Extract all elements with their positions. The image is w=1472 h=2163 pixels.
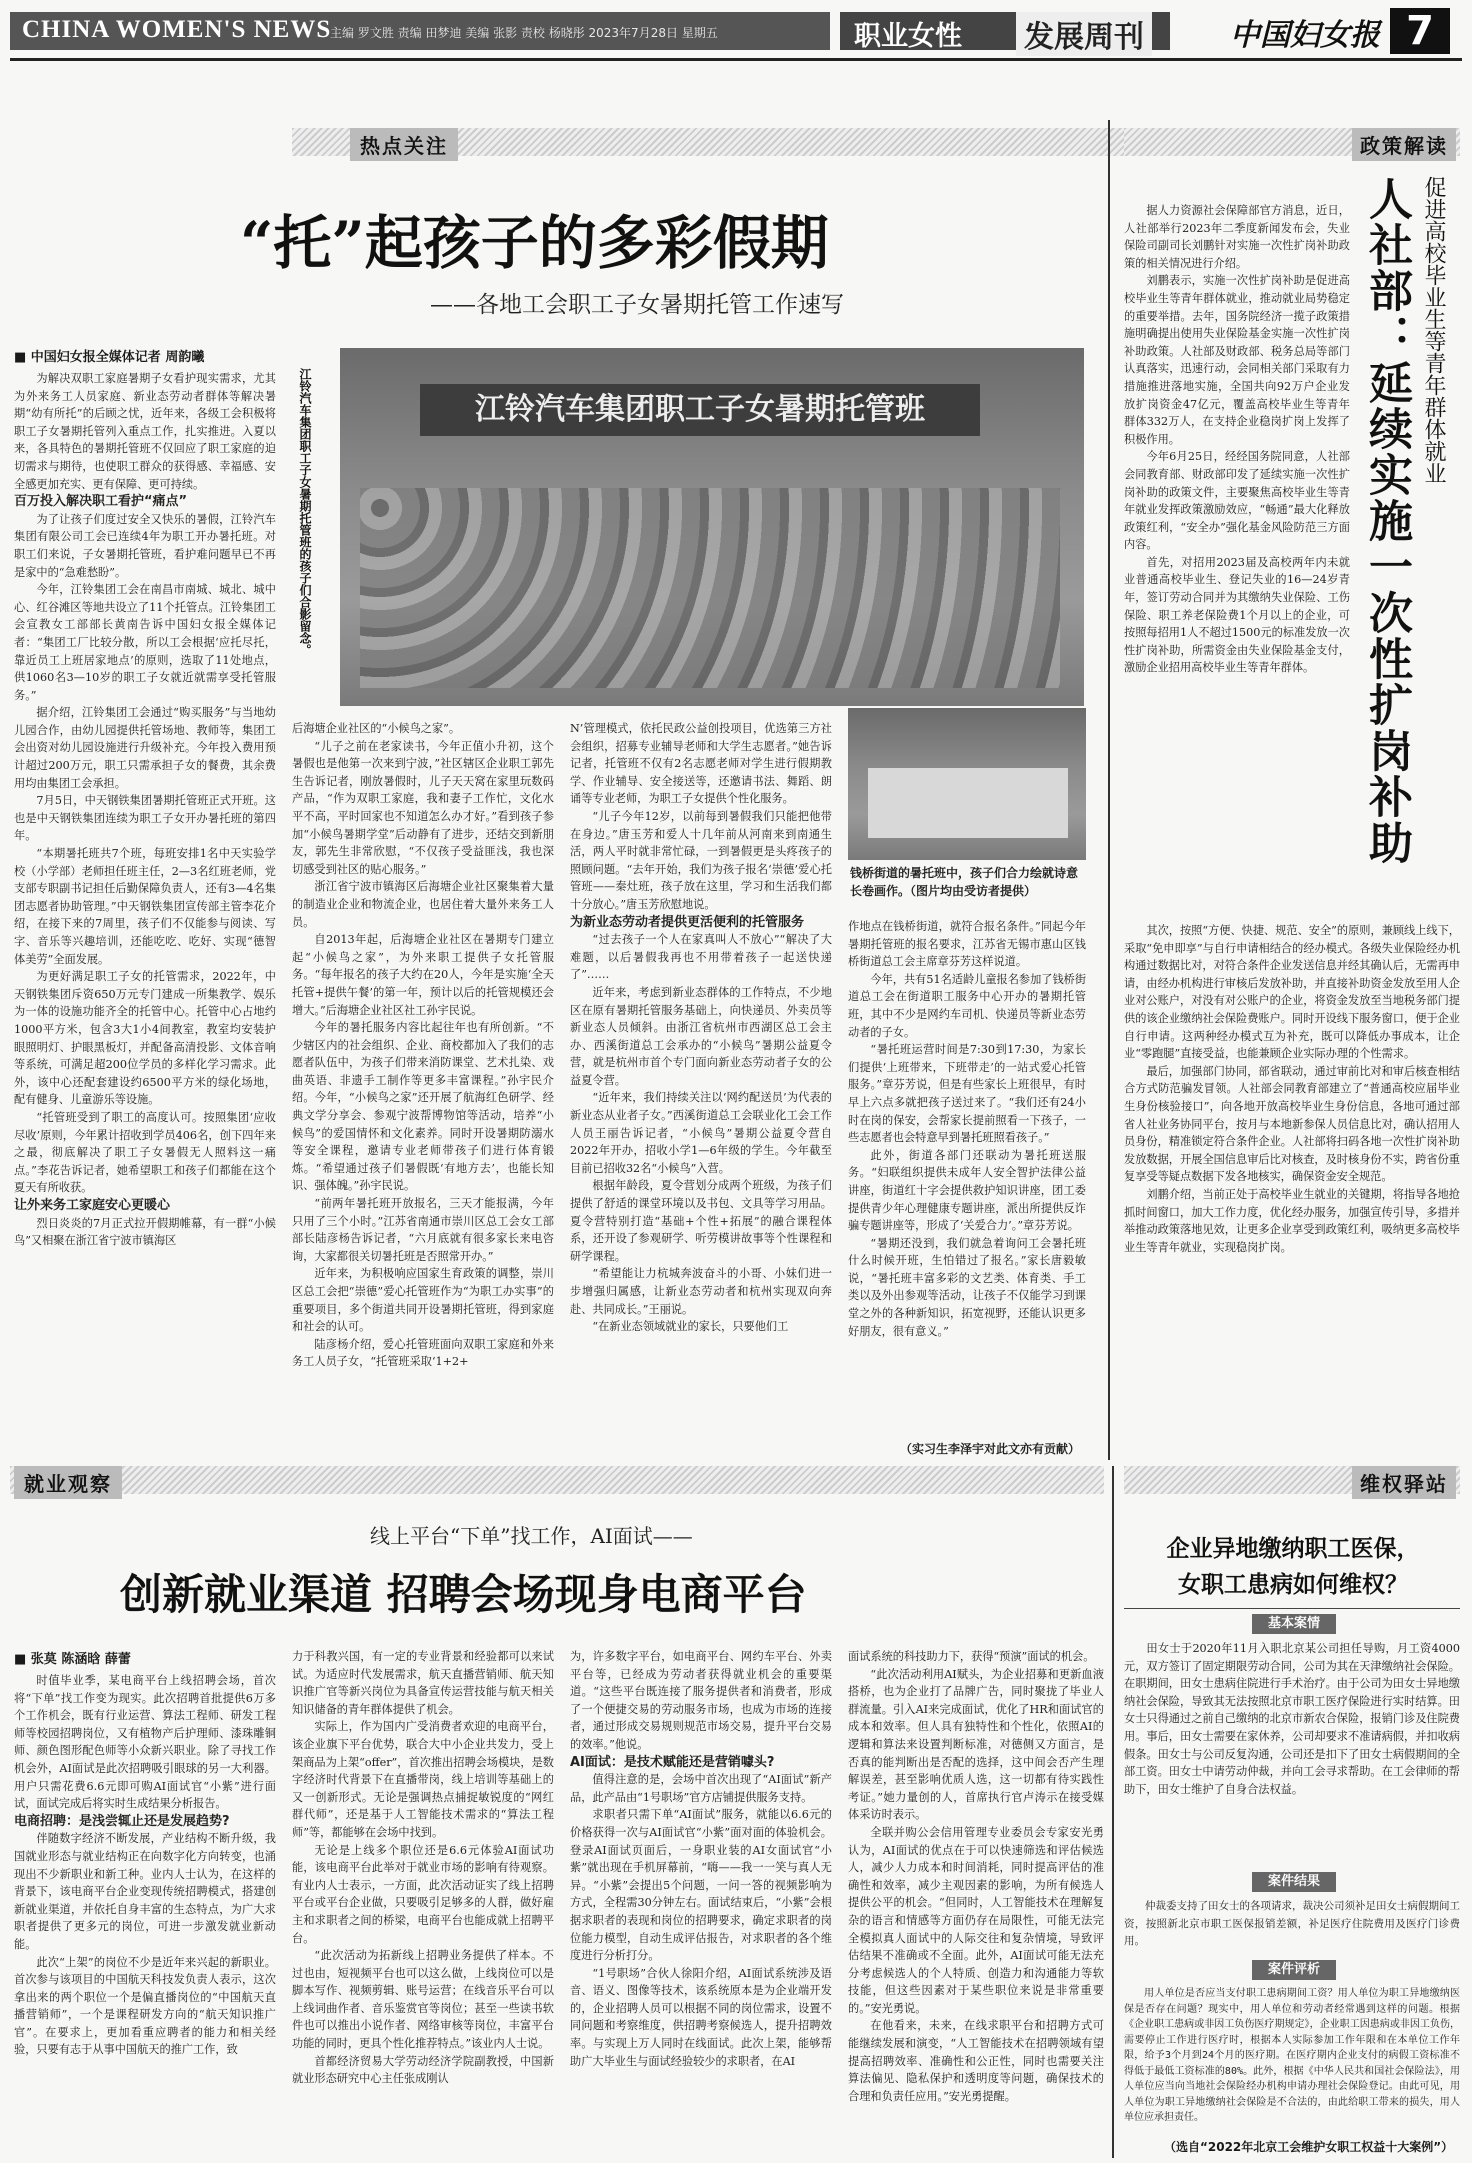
case-analysis-text xyxy=(1124,1986,1460,2132)
paragraph: 在他看来，未来，在线求职平台和招聘方式可能继续发展和演变，“人工智能技术在招聘领域有望提高招聘效率、准确性和公正性，同时也需要关注算法偏见、隐私保护和透明度等问题，确保技术的合理和负责任应用。”安光勇提醒。 xyxy=(848,2019,1104,2103)
masthead xyxy=(10,6,1462,61)
paragraph: 为解决双职工家庭暑期子女看护现实需求，尤其为外来务工人员家庭、新业态劳动者群体等解决暑期“幼有所托”的后顾之忧，近年来，各级工会积极将职工子女暑期托管列入重点工作，扎实推进。入夏以来，各具特色的暑期托管班不仅回应了职工家庭的迫切需求与期待，也使职工群众的获得感、幸福感、安全感更加充实、更有保障、更可持续。 xyxy=(14,372,276,491)
case-result-text xyxy=(1124,1898,1460,1954)
rights-title-line1: 企业异地缴纳职工医保， xyxy=(1166,1535,1420,1562)
employment-col1 xyxy=(14,1672,276,2158)
paragraph: 为了让孩子们度过安全又快乐的暑假，江铃汽车集团有限公司工会已连续4年为职工开办暑托班。对职工们来说，子女暑期托管班，看护难问题早已不再是家中的“急难愁盼”。 xyxy=(14,512,276,579)
group-photo xyxy=(340,348,1084,706)
paragraph: 据人力资源社会保障部官方消息，近日，人社部举行2023年二季度新闻发布会，失业保险司副司长刘鹏针对实施一次性扩岗补助政策的相关情况进行介绍。 xyxy=(1124,204,1350,270)
paragraph: 今年，江铃集团工会在南昌市南城、城北、城中心、红谷滩区等地共设立了11个托管点。江铃集团工会宣教女工部部长黄南告诉中国妇女报全媒体记者：“集团工厂比较分散，所以工会根据‘应托尽托，靠近员工上班居家地点’的原则，选取了11处地点，供1060名3—10岁的职工子女就近就需享受托管服务。” xyxy=(14,583,276,702)
paragraph: “此次活动利用AI赋头，为企业招募和更新血液搭桥，也为企业打了品牌广告，同时聚拢了毕业人群流量。引入AI来完成面试，优化了HR和面试官的成本和效率。但人具有独特性和个性化，依照AI的逻辑和算法来设置判断标准，对德侧又方面言，是否真的能判断出是否配的选择，这中间会否产生理解误差，甚至影响优质人选，这一切都有待实践性考证。”她力量创的人，首席执行官卢涛示在接受媒体采访时表示。 xyxy=(848,1667,1104,1822)
paragraph: 面试系统的科技助力下，获得“预演”面试的机会。 xyxy=(848,1650,1095,1663)
paragraph: 此次“上架”的岗位不少是近年来兴起的新职业。首次参与该项目的中国航天科技发负责人表示，这次拿出来的两个职位一个是偏直播岗位的“中国航天直播营销师”，一个是课程研发方向的“航天知识推广官”。在要求上，更加看重应聘者的能力和相关经验，只要有志于从事中国航天的推广工作，致 xyxy=(14,1955,276,2057)
column-divider xyxy=(1108,120,1110,1460)
paragraph: 近年来，为积极响应国家生育政策的调整，崇川区总工会把“崇德”爱心托管班作为“为职工办实事”的重要项目，多个街道共同开设暑期托管班，得到家庭和社会的认可。 xyxy=(292,1267,554,1334)
paragraph: 求职者只需下单“AI面试”服务，就能以6.6元的价格获得一次与AI面试官“小紫”面对面的体验机会。登录AI面试页面后，一身职业装的AI女面试官“小紫”就出现在手机屏幕前，“嗨——我一一笑与真人无异。“小紫”会提出5个问题，一问一答的视频影响为方式，全程需30分钟左右。面试结束后，“小紫”会根据求职者的表现和岗位的招聘要求，确定求职者的岗位能力模型，自动生成评估报告，对求职者的各个维度进行分析打分。 xyxy=(570,1808,832,1963)
employment-col2 xyxy=(292,1648,554,2158)
paragraph: 7月5日，中天钢铁集团暑期托管班正式开班。这也是中天钢铁集团连续为职工子女开办暑托班的第四年。 xyxy=(14,794,276,843)
painting-scroll xyxy=(868,768,1068,838)
paragraph: 烈日炎炎的7月正式拉开假期帷幕，有一群“小候鸟”又相聚在浙江省宁波市镇海区 xyxy=(14,1216,276,1248)
section-subhead: 百万投入解决职工看护“痛点” xyxy=(14,494,188,510)
paragraph: 其次，按照“方便、快捷、规范、安全”的原则，兼顾线上线下，采取“免申即享”与自行申请相结合的经办模式。各级失业保险经办机构通过数据比对，对符合条件企业发送信息并经其确认后，无需再申请，由经办机构进行审核后发放补助，并直接补助资金发放至用人企业对公账户，对没有对公账户的企业，将资金发放至当地税务部门提供的该企业缴纳社会保险费账户。同时开设线下服务窗口，便于企业自行申请。这两种经办模式互为补充，既可以降低办事成本，让企业“零跑腿”直接受益，也能兼顾企业实际办理的个性需求。 xyxy=(1124,924,1460,1061)
paragraph: “儿子今年12岁，以前每到暑假我们只能把他带在身边。”唐玉芳和爱人十几年前从河南来到南通生活，两人平时就非常忙碌，一到暑假更是头疼孩子的照顾问题。“去年开始，我们为孩子报名‘崇德’爱心托管班——秦灶班，孩子放在这里，学习和生活我们都十分放心。”唐玉芳欣慰地说。 xyxy=(570,809,832,911)
rights-rule xyxy=(1124,1608,1460,1609)
paragraph: 今年6月25日，经经国务院同意，人社部会同教育部、财政部印发了延续实施一次性扩岗补助的政策文件，主要聚焦高校毕业生等青年就业发挥政策激励效应，“畅通”最大化释放政策红利，“安全办”强化基金风险防范三方面内容。 xyxy=(1124,450,1350,552)
paragraph: 值得注意的是，会场中首次出现了“AI面试”新产品，此产品由“1号职场”官方店铺提供服务支持。 xyxy=(570,1773,832,1804)
hot-topic-col2 xyxy=(292,720,554,1460)
paragraph: 据介绍，江铃集团工会通过“购买服务”与当地幼儿园合作，由幼儿园提供托管场地、教师等，集团工会出资对幼儿园设施进行升级补充。今年投入费用预计超过200万元，职工只需承担子女的餐费，其余费用均由集团工会承担。 xyxy=(14,706,276,790)
paragraph: “近年来，我们持续关注以‘网约配送员’为代表的新业态从业者子女。”西溪街道总工会联业化工会工作人员王丽告诉记者，“小候鸟”暑期公益夏令营自2022年开办，招收小学1—6年级的学生。今年截至目前已招收32名“小候鸟”入营。 xyxy=(570,1091,832,1175)
column-divider-lower xyxy=(1112,1466,1114,2158)
case-facts-paragraph: 田女士于2020年11月入职北京某公司担任导购，月工资4000元，双方签订了固定期限劳动合同，公司为其在天津缴纳社会保险。在职期间，田女士患病住院进行手术治疗。由于公司为田女士异地缴纳社会保险，导致其无法按照北京市职工医疗保险进行实时结算。田女士只得通过之前自己缴纳的北京市新农合保险，报销门诊及住院费用。事后，田女士需要在家休养，公司却要求不准请病假，并扣收病假条。田女士与公司反复沟通，公司还是扣下了田女士病假期间的全部工资。田女士中请劳动仲裁，并向工会寻求帮助。在工会律师的帮助下，田女士维护了自身合法权益。 xyxy=(1124,1642,1460,1796)
policy-body-bottom xyxy=(1124,922,1460,1442)
employment-tag-bar xyxy=(10,1466,1104,1494)
paragraph: “1号职场”合伙人徐阳介绍，AI面试系统涉及语音、语义、图像等技术，该系统原本是为企业端开发的，企业招聘人员可以根据不同的岗位需求，设置不同问题和考察维度，供招聘考察候选人，提升招聘效率。与实现上万人同时在线面试。此次上架，能够帮助广大毕业生与面试经验较少的求职者，在AI xyxy=(570,1966,832,2068)
paragraph: 今年的暑托服务内容比起往年也有所创新。“不少辖区内的社会组织、企业、商校都加入了我们的志愿者队伍中，为孩子们带来消防课堂、艺术扎染、戏曲英语、非遗手工制作等更多丰富课程。”孙宇民介绍。今年，“小候鸟之家”还开展了航海红色研学、经典文学分享会、参观宁波帮博物馆等活动，培养“小候鸟”的爱国情怀和文化素养。同时开设暑期防溺水等安全课程，邀请专业老师带孩子们进行体育锻炼。“希望通过孩子们暑假既‘有地方去’，也能长知识、强体魄。”孙宇民说。 xyxy=(292,1021,554,1193)
employment-tag: 就业观察 xyxy=(14,1466,122,1499)
hot-topic-byline: ■ 中国妇女报全媒体记者 周韵曦 xyxy=(14,350,205,365)
paragraph: 全联并购公会信用管理专业委员会专家安光勇认为，AI面试的优点在于可以快速筛选和评估候选人，减少人力成本和时间消耗，同时提高评估的准确性和效率，减少主观因素的影响，为所有候选人提供公平的机会。“但同时，人工智能技术在理解复杂的语言和情感等方面仍存在局限性，可能无法完全模拟真人面试中的人际交往和复杂情境，导致评估结果不准确或不全面。此外，AI面试可能无法充分考虑候选人的个人特质、创造力和沟通能力等软技能，但这些因素对于某些职位来说是非常重要的。”安光勇说。 xyxy=(848,1825,1104,2015)
paragraph: “托管班受到了职工的高度认可。按照集团‘应收尽收’原则，今年累计招收到学员406名，创下四年来之最，彻底解决了职工子女暑假无人照料这一痛点。”李花告诉记者，她希望职工和孩子们都能在这个夏天有所收获。 xyxy=(14,1110,276,1195)
hot-topic-tag: 热点关注 xyxy=(350,128,458,161)
paragraph: 后海塘企业社区的“小候鸟之家”。 xyxy=(292,722,461,735)
section-subhead: AI面试：是技术赋能还是营销噱头? xyxy=(570,1754,775,1770)
paragraph: “暑托班运营时间是7:30到17:30，为家长们提供‘上班带来，下班带走’的一站式爱心托管服务。”章芬芳说，但是有些家长上班很早，有时早上六点多就把孩子送过来了。“我们还有24小时在岗的保安，会帮家长提前照看一下孩子，一些志愿者也会特意早到暑托班照看孩子。” xyxy=(848,1043,1086,1145)
staff-and-date: 主编 罗文胜 责编 田梦迪 美编 张影 责校 杨晓彤 2023年7月28日 星期五 xyxy=(330,26,718,40)
policy-kicker: 促进高校毕业生等青年群体就业 xyxy=(1421,176,1446,484)
weekly-name: 发展周刊 xyxy=(1016,12,1152,56)
employment-title: 创新就业渠道 招聘会场现身电商平台 xyxy=(120,1570,807,1619)
paragraph: 伴随数字经济不断发展，产业结构不断升级，我国就业形态与就业结构正在向数字化方向转变，也涌现出不少新职业和新工种。业内人士认为，在这样的背景下，该电商平台企业变现传统招聘模式，搭建创新就业渠道，并依托自身丰富的生态特点，为广大求职者提供了更多元的岗位，可进一步激发就业新动能。 xyxy=(14,1832,276,1951)
paragraph: “此次活动为拓新线上招聘业务提供了样本。不过也由，短视频平台也可以这么做，上线岗位可以是脚本写作、视频剪辑、账号运营；在线音乐平台可以上线词曲作者、音乐鉴赏官等岗位；甚至一些读书软件也可以推出小说作者、网络审核等岗位，丰富平台功能的同时，更具个性化推荐特点。”该业内人士说。 xyxy=(292,1949,554,2051)
employment-col4 xyxy=(848,1648,1104,2158)
paragraph: “前两年暑托班开放报名，三天才能报满，今年只用了三个小时。”江苏省南通市崇川区总工会女工部部长陆彦杨告诉记者，“六月底就有很多家长来电咨询，大家都很关切暑托班是否照常开办。” xyxy=(292,1197,554,1263)
paragraph: 力于科教兴国，有一定的专业背景和经验都可以来试试。为适应时代发展需求，航天直播营销师、航天知识推广官等新兴岗位为具备宣传运营技能与航天相关知识储备的青年群体提供了机会。 xyxy=(292,1650,554,1716)
hot-topic-subtitle: ——各地工会职工子女暑期托管工作速写 xyxy=(430,292,844,318)
employment-col3 xyxy=(570,1648,832,2158)
paragraph: 时值毕业季，某电商平台上线招聘会场，首次将“下单”找工作变为现实。此次招聘首批提供6万多个工作机会，既有行业运营、算法工程师、研发工程师等校园招聘岗位，又有植物产后护理师、漆珠雕铜师、颜色图形配色师等小众新兴职业。除了寻找工作机会外，AI面试是此次招聘吸引眼球的另一大利器。用户只需花费6.6元即可购AI面试官“小紫”进行面试，面试完成后将实时生成结果分析报告。 xyxy=(14,1674,276,1811)
case-analysis-paragraph: 用人单位是否应当支付职工患病期间工资？用人单位为职工异地缴纳医保是否存在问题？现实中，用人单位和劳动者经常遇到这样的问题。根据《企业职工患病或非因工负伤医疗期规定》，企业职工因患病或非因工负伤，需要停止工作进行医疗时，根据本人实际参加工作年限和在本单位工作年限，给予3个月到24个月的医疗期。在医疗期内企业支付的病假工资标准不得低于最低工资标准的80%。此外，根据《中华人民共和国社会保险法》，用人单位应当向当地社会保险经办机构申请办理社会保险登记。由此可见，用人单位为职工异地缴纳社会保险是不合法的，由此给职工带来的损失，用人单位应承担责任。 xyxy=(1124,1988,1460,2123)
paragraph: “本期暑托班共7个班，每班安排1名中天实验学校（小学部）老师担任班主任，2—3名红班老师，党支部专职副书记担任后勤保障负责人，还有3—4名集团志愿者协助管理。”中天钢铁集团宣传部主管李花介绍，在接下来的7周里，孩子们不仅能参与阅读、写字、音乐等兴趣培训，还能吃吃、吃好、实现“德智体美劳”全面发展。 xyxy=(14,847,276,966)
page-number: 7 xyxy=(1390,8,1450,54)
case-facts-head: 基本案情 xyxy=(1252,1614,1336,1634)
policy-body-top xyxy=(1124,202,1350,922)
paragraph: 无论是上线多个职位还是6.6元体验AI面试功能，该电商平台此举对于就业市场的影响有待观察。有业内人士表示，一方面，此次活动证实了线上招聘平台或平台企业做，只要吸引足够多的人群，做好雇主和求职者之间的桥梁，电商平台也能成就上招聘平台。 xyxy=(292,1843,554,1945)
paragraph: “过去孩子一个人在家真叫人不放心”“解决了大难题，以后暑假我再也不用带着孩子一起送快递了”…… xyxy=(570,933,832,982)
paragraph: 自2013年起，后海塘企业社区在暑期专门建立起“小候鸟之家”，为外来职工提供子女托管服务。“每年报名的孩子大约在20人，今年是实施‘全天托管+提供午餐’的第一年，预计以后的托管规模还会增大。”后海塘企业社区社工孙宇民说。 xyxy=(292,933,554,1017)
paragraph: 近年来，考虑到新业态群体的工作特点，不少地区在原有暑期托管服务基础上，向快递员、外卖员等新业态人员倾斜。由浙江省杭州市西湖区总工会主办、西溪街道总工会承办的“小候鸟”暑期公益夏令营，就是杭州市首个专门面向新业态劳动者子女的公益夏令营。 xyxy=(570,985,832,1087)
paragraph: 首先，对招用2023届及高校两年内未就业普通高校毕业生、登记失业的16—24岁青年，签订劳动合同并为其缴纳失业保险、工伤保险、职工养老保险费1个月以上的企业，可按照每招用1人不超过1500元的标准发放一次性扩岗补助，所需资金由失业保险基金支付，激励企业招用高校毕业生等青年群体。 xyxy=(1124,555,1350,675)
hot-topic-col4 xyxy=(848,918,1086,1440)
paragraph: “希望能让力杭城奔波奋斗的小哥、小妹们进一步增强归属感，让新业态劳动者和杭州实现双向奔赴、共同成长。”王丽说。 xyxy=(570,1267,832,1316)
paragraph: 陆彦杨介绍，爱心托管班面向双职工家庭和外来务工人员子女，“托管班采取‘1+2+ xyxy=(292,1337,554,1369)
case-facts-text xyxy=(1124,1640,1460,1870)
section-name: 职业女性 xyxy=(854,21,962,52)
case-result-head: 案件结果 xyxy=(1252,1872,1336,1892)
section-subhead: 让外来务工家庭安心更暖心 xyxy=(14,1197,171,1213)
section-banner xyxy=(840,12,1170,55)
paragraph: 刘鹏表示，实施一次性扩岗补助是促进高校毕业生等青年群体就业，推动就业局势稳定的重要举措。去年，国务院经济一揽子政策措施明确提出使用失业保险基金实施一次性扩岗补助政策。人社部及财政部、税务总局等部门认真落实，迅速行动，会同相关部门采取有力措施推进落地实施，全国共向92万户企业发放扩岗资金47亿元，覆盖高校毕业生等青年群体332万人，在支持企业稳岗扩岗上发挥了积极作用。 xyxy=(1124,274,1350,446)
hot-topic-title: “托”起孩子的多彩假期 xyxy=(240,209,829,277)
paragraph: 首都经济贸易大学劳动经济学院副教授，中国新就业形态研究中心主任张成刚认 xyxy=(292,2054,554,2086)
paragraph: 浙江省宁波市镇海区后海塘企业社区聚集着大量的制造业企业和物流企业，也居住着大量外来务工人员。 xyxy=(292,880,554,929)
photo2-caption: 钱桥街道的暑托班中，孩子们合力绘就诗意长卷画作。（图片均由受访者提供） xyxy=(850,866,1079,898)
rights-tag: 维权驿站 xyxy=(1352,1466,1456,1499)
paragraph: 刘鹏介绍，当前正处于高校毕业生就业的关键期，将指导各地抢抓时间窗口，加大工作力度，优化经办服务，加强宣传引导，多措并举推动政策落地见效，让更多企业享受到政策红利，吸纳更多高校毕业生等青年就业，实现稳岗扩岗。 xyxy=(1124,1187,1460,1254)
newspaper-english-name: CHINA WOMEN'S NEWS xyxy=(22,16,332,43)
employment-byline: ■ 张莫 陈涵晗 薛蕾 xyxy=(14,1652,131,1667)
hot-topic-col1 xyxy=(14,370,276,1460)
paragraph: 今年，共有51名适龄儿童报名参加了钱桥街道总工会在街道职工服务中心开办的暑期托管班，其中不少是网约车司机、快递员等新业态劳动者的子女。 xyxy=(848,972,1086,1039)
case-analysis-head: 案件评析 xyxy=(1252,1960,1336,1980)
rights-source: （选自“2022年北京工会维护女职工权益十大案例”） xyxy=(1164,2140,1454,2154)
policy-title: 人社部：延续实施一次性扩岗补助 xyxy=(1361,176,1412,866)
rights-title-line2: 女职工患病如何维权？ xyxy=(1178,1571,1408,1598)
photo-banner-text: 江铃汽车集团职工子女暑期托管班 xyxy=(420,384,980,436)
paragraph: “在新业态领域就业的家长，只要他们工 xyxy=(592,1320,789,1334)
section-subhead: 为新业态劳动者提供更活便利的托管服务 xyxy=(570,914,805,930)
paragraph: 为，许多数字平台，如电商平台、网约车平台、外卖平台等，已经成为劳动者获得就业机会的重要渠道。“这些平台既连接了服务提供者和消费者，形成了一个便捷交易的劳动服务市场，也成为市场的连接者，通过形成交易规则规范市场交易，提升平台交易的效率。”他说。 xyxy=(570,1650,832,1751)
masthead-banner xyxy=(10,12,830,50)
paragraph: 作地点在钱桥街道，就符合报名条件。”同起今年暑期托管班的报名要求，江苏省无锡市惠山区钱桥街道总工会主席章芬芳这样说道。 xyxy=(848,920,1086,969)
paragraph: “儿子之前在老家读书，今年正值小升初，这个暑假也是他第一次来到宁波，”社区辖区企业职工郭先生告诉记者，刚放暑假时，儿子天天窝在家里玩数码产品，“作为双职工家庭，我和妻子工作忙，文化水平不高，平时回家也不知道怎么办才好。”看到孩子参加“小候鸟暑期学堂”后动静有了进步，还结交到新朋友，郭先生非常欣慰，“不仅孩子受益匪浅，我也深切感受到社区的贴心服务。” xyxy=(292,739,554,876)
policy-tag: 政策解读 xyxy=(1352,128,1456,161)
case-result-paragraph: 仲裁委支持了田女士的各项请求，裁决公司须补足田女士病假期间工资，按照新北京市职工医保报销差额，补足医疗住院费用及医疗门诊费用。 xyxy=(1124,1900,1460,1948)
paragraph: 实际上，作为国内广受消费者欢迎的电商平台，该企业旗下平台优势，联合大中小企业共发力，受上架商品为上架“offer”，首次推出招聘会场模块，是数字经济时代背景下在直播带岗，线上培训等基础上的又一创新形式。无论是强调热点捕捉敏锐度的“网红群代师”，还是基于人工智能技术需求的“算法工程师”等，都能够在会场中找到。 xyxy=(292,1720,554,1839)
employment-kicker: 线上平台“下单”找工作，AI面试—— xyxy=(370,1524,693,1548)
paragraph: 此外，街道各部门还联动为暑托班送服务。“妇联组织提供未成年人安全智护法律公益讲座，街道红十字会提供救护知识讲座，团工委提供青少年心理健康专题讲座，派出所提供反诈骗专题讲座等，形成了‘关爱合力’。”章芬芳说。 xyxy=(848,1148,1086,1233)
hot-topic-col3 xyxy=(570,720,832,1460)
painting-photo xyxy=(848,708,1086,860)
paragraph: 最后，加强部门协同，部省联动，通过审前比对和审后核查相结合方式防范骗发冒领。人社部会同教育部建立了“普通高校应届毕业生身份核验接口”，向各地开放高校毕业生身份信息，各地可通过部省人社业务协同平台，按月与本地新参保人员信息比对，确认招用人员身份，精准锁定符合条件企业。人社部将扫码各地一次性扩岗补助发放数据，开展全国信息审后比对核查，及时核身份不实，跨省份重复享受等疑点数据下发各地核实，确保资金安全规范。 xyxy=(1124,1064,1460,1184)
children-crowd xyxy=(360,488,1060,688)
photo1-caption: 江铃汽车集团职工子女暑期托管班的孩子们合影留念。 xyxy=(298,368,312,656)
section-subhead: 电商招聘：是浅尝辄止还是发展趋势? xyxy=(14,1813,230,1829)
paragraph: 根据年龄段，夏令营划分成两个班级，为孩子们提供了舒适的课堂环境以及书包、文具等学习用品。夏令营特别打造“基础+个性+拓展”的融合课程体系，还开设了参观研学、听劳模讲故事等个性课程和研学课程。 xyxy=(570,1179,832,1263)
newspaper-logo: 中国妇女报 xyxy=(1230,18,1380,53)
reporter-note: （实习生李泽宇对此文亦有贡献） xyxy=(900,1442,1081,1456)
paragraph: 为更好满足职工子女的托管需求，2022年，中天钢铁集团斥资650万元专门建成一所集教学、娱乐为一体的设施功能齐全的托管中心。托管中心占地约1000平方米，包含3大1小4间教室，教室均安装护眼照明灯、护眼黑板灯，并配备高清投影、文体音响等系统，可满足超200位学员的多样化学习需求。此外，该中心还配套建设约6500平方米的绿化场地，配有健身、儿童游乐等设施。 xyxy=(14,970,276,1107)
paragraph: “暑期还没到，我们就急着询问工会暑托班什么时候开班，生怕错过了报名。”家长唐毅敏说，“暑托班丰富多彩的文艺类、体育类、手工类以及外出参观等活动，让孩子不仅能学习到课堂之外的各种新知识，拓宽视野，还能认识更多好朋友，很有意义。” xyxy=(848,1236,1086,1338)
paragraph: N’管理模式，依托民政公益创投项目，优选第三方社会组织，招募专业辅导老师和大学生志愿者。”她告诉记者，托管班不仅有2名志愿老师对学生进行假期教学、作业辅导、安全接送等，还邀请书法、舞蹈、朗诵等专业老师，为职工子女提供个性化服务。 xyxy=(570,722,832,806)
